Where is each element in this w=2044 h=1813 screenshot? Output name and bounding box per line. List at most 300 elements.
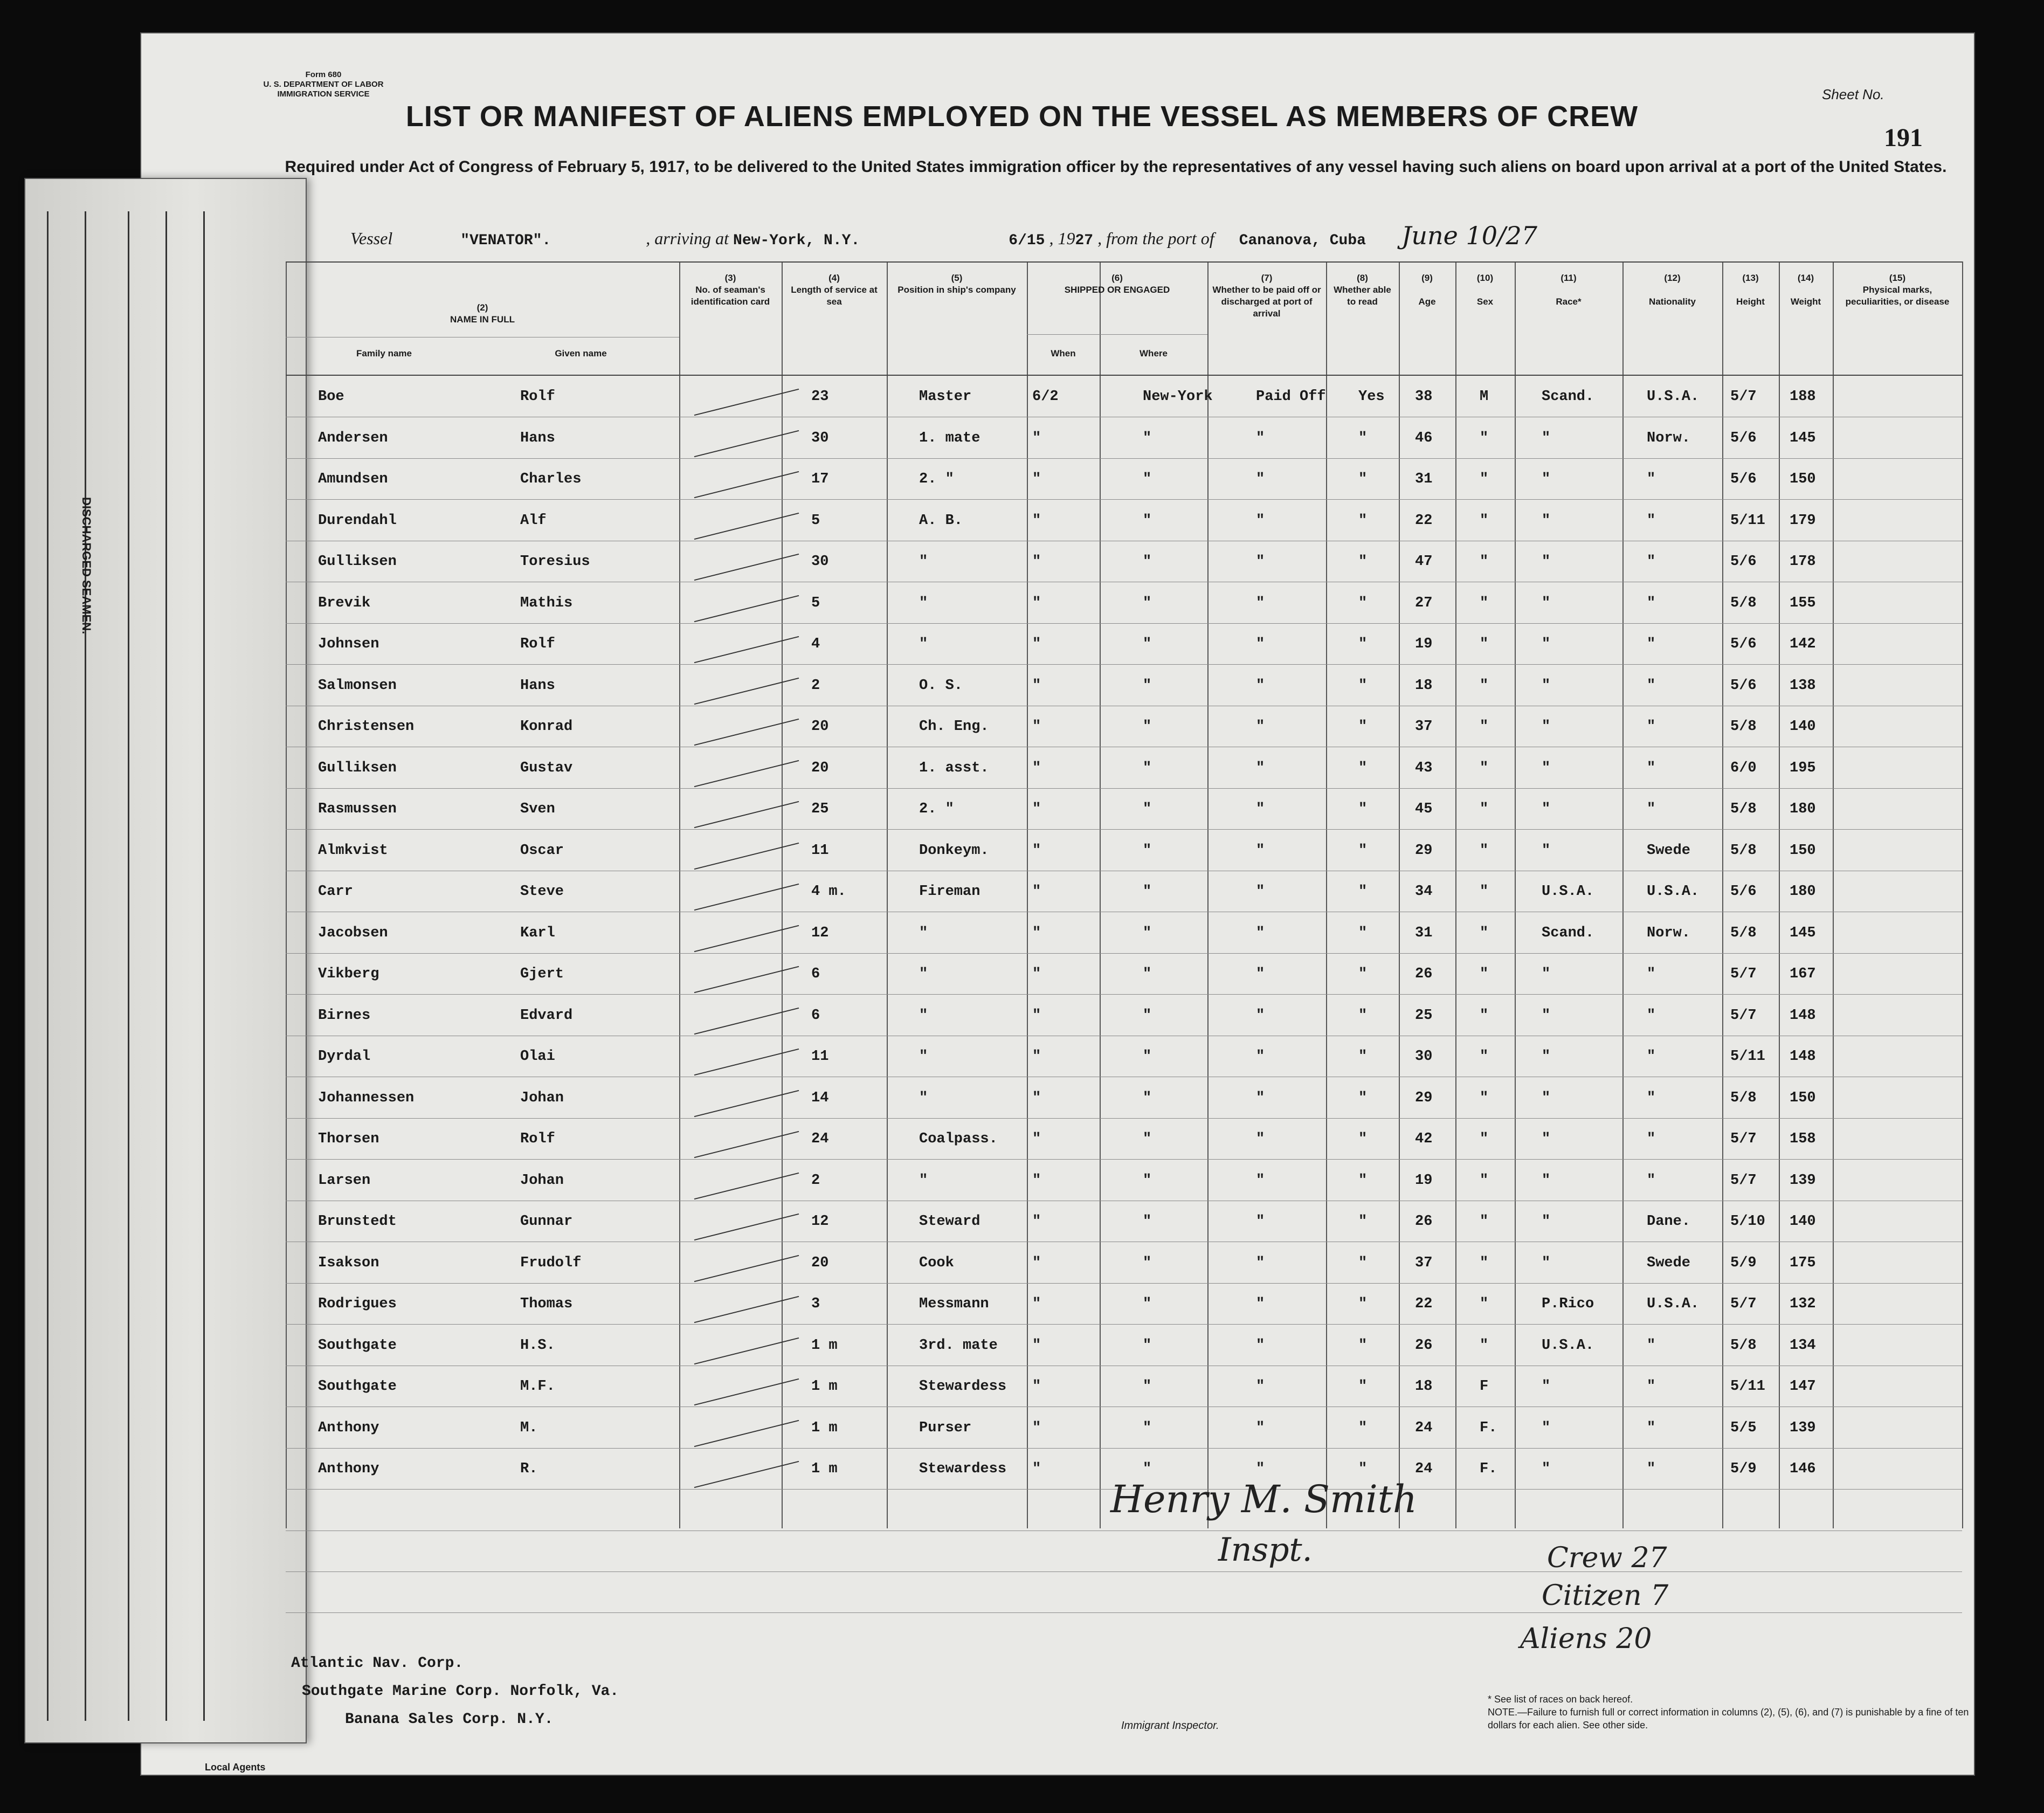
cell-nationality: U.S.A. [1647, 884, 1700, 900]
cell-weight: 158 [1790, 1131, 1816, 1147]
cell-paid-off: Paid Off [1256, 389, 1326, 405]
cell-nationality: " [1647, 554, 1656, 570]
cell-able-to-read: " [1358, 595, 1368, 611]
cell-sex: F. [1480, 1461, 1497, 1477]
cell-shipped-when: " [1032, 512, 1041, 529]
cell-weight: 140 [1790, 1214, 1816, 1230]
cell-shipped-where: " [1143, 677, 1152, 694]
races-note: * See list of races on back hereof. [1488, 1694, 1633, 1705]
cell-height: 6/0 [1730, 760, 1757, 776]
cell-height: 5/7 [1730, 966, 1757, 982]
cell-shipped-where: " [1143, 719, 1152, 735]
id-card-checkmark [694, 636, 799, 663]
cell-sex: " [1480, 1131, 1489, 1147]
tally-crew: Crew 27 [1547, 1542, 1667, 1574]
cell-age: 26 [1415, 1214, 1433, 1230]
id-card-checkmark [694, 1090, 799, 1116]
cell-nationality: " [1647, 1461, 1656, 1477]
cell-shipped-where: " [1143, 925, 1152, 941]
cell-able-to-read: " [1358, 1214, 1368, 1230]
cell-sex: " [1480, 884, 1489, 900]
cell-nationality: " [1647, 1378, 1656, 1395]
cell-height: 5/11 [1730, 1378, 1765, 1395]
cell-paid-off: " [1256, 1254, 1265, 1271]
cell-age: 29 [1415, 842, 1433, 859]
cell-nationality: Norw. [1647, 925, 1691, 941]
cell-position: Master [919, 389, 972, 405]
cell-sex: " [1480, 1337, 1489, 1354]
cell-family-name: Brevik [318, 595, 371, 611]
cell-able-to-read: " [1358, 636, 1368, 652]
cell-sex: " [1480, 554, 1489, 570]
cell-paid-off: " [1256, 925, 1265, 941]
cell-sex: " [1480, 636, 1489, 652]
cell-shipped-when: " [1032, 925, 1041, 941]
header-weight: (14) Weight [1790, 273, 1821, 307]
departure-port: Cananova, Cuba [1239, 232, 1366, 249]
cell-height: 5/6 [1730, 636, 1757, 652]
cell-paid-off: " [1256, 1172, 1265, 1189]
cell-race: " [1542, 595, 1551, 611]
cell-position: " [919, 966, 928, 982]
cell-shipped-when: " [1032, 1007, 1041, 1024]
cell-position: Fireman [919, 884, 980, 900]
cell-age: 37 [1415, 719, 1433, 735]
cell-family-name: Southgate [318, 1337, 397, 1354]
cell-nationality: " [1647, 1131, 1656, 1147]
cell-family-name: Salmonsen [318, 677, 397, 694]
cell-nationality: " [1647, 719, 1656, 735]
cell-service-length: 4 [811, 636, 820, 652]
cell-service-length: 17 [811, 471, 829, 487]
cell-weight: 148 [1790, 1007, 1816, 1024]
cell-shipped-where: " [1143, 1461, 1152, 1477]
id-card-checkmark [694, 1172, 799, 1199]
id-card-checkmark [694, 1337, 799, 1364]
cell-weight: 150 [1790, 842, 1816, 859]
header-service: (4) Length of service at sea [791, 273, 878, 307]
cell-position: Ch. Eng. [919, 719, 989, 735]
cell-age: 26 [1415, 1337, 1433, 1354]
cell-position: " [919, 554, 928, 570]
penalty-note: NOTE.—Failure to furnish full or correct information in columns (2), (5), (6), and (7) is punishable by a fine of ten dollars for each alien. See other side. [1488, 1707, 1969, 1731]
cell-paid-off: " [1256, 1378, 1265, 1395]
cell-age: 30 [1415, 1049, 1433, 1065]
cell-height: 5/11 [1730, 1049, 1765, 1065]
cell-position: Stewardess [919, 1461, 1007, 1477]
cell-sex: " [1480, 1049, 1489, 1065]
cell-service-length: 4 m. [811, 884, 846, 900]
cell-nationality: Norw. [1647, 430, 1691, 446]
cell-given-name: Edvard [520, 1007, 573, 1024]
immigrant-inspector-label: Immigrant Inspector. [1121, 1720, 1219, 1732]
cell-given-name: M.F. [520, 1378, 555, 1395]
cell-shipped-when: " [1032, 1131, 1041, 1147]
cell-height: 5/7 [1730, 1131, 1757, 1147]
cell-position: Donkeym. [919, 842, 989, 859]
cell-position: 1. mate [919, 430, 980, 446]
cell-shipped-where: " [1143, 1419, 1152, 1436]
cell-position: A. B. [919, 512, 963, 529]
cell-age: 45 [1415, 801, 1433, 817]
cell-paid-off: " [1256, 1419, 1265, 1436]
from-port-label: , from the port of [1097, 229, 1214, 248]
cell-able-to-read: " [1358, 760, 1368, 776]
cell-race: " [1542, 1254, 1551, 1271]
cell-height: 5/6 [1730, 677, 1757, 694]
cell-shipped-when: " [1032, 1214, 1041, 1230]
page-subtitle: Required under Act of Congress of February 5, 1917, to be delivered to the United States immigration officer by the representatives of any vessel having such aliens on board upon arrival at a port of the United States. [285, 158, 1947, 176]
cell-service-length: 23 [811, 389, 829, 405]
cell-given-name: Hans [520, 430, 555, 446]
id-card-checkmark [694, 1419, 799, 1446]
cell-height: 5/8 [1730, 801, 1757, 817]
header-nationality: (12) Nationality [1649, 273, 1696, 307]
cell-weight: 180 [1790, 884, 1816, 900]
cell-age: 27 [1415, 595, 1433, 611]
cell-able-to-read: " [1358, 842, 1368, 859]
cell-service-length: 1 m [811, 1378, 838, 1395]
cell-service-length: 11 [811, 842, 829, 859]
cell-family-name: Amundsen [318, 471, 388, 487]
cell-able-to-read: " [1358, 512, 1368, 529]
cell-paid-off: " [1256, 471, 1265, 487]
cell-weight: 195 [1790, 760, 1816, 776]
cell-age: 42 [1415, 1131, 1433, 1147]
cell-age: 19 [1415, 636, 1433, 652]
header-name-in-full: (2) NAME IN FULL [450, 302, 515, 325]
cell-paid-off: " [1256, 884, 1265, 900]
cell-shipped-where: " [1143, 512, 1152, 529]
cell-paid-off: " [1256, 636, 1265, 652]
cell-position: " [919, 1172, 928, 1189]
cell-paid-off: " [1256, 1049, 1265, 1065]
cell-sex: " [1480, 760, 1489, 776]
cell-age: 38 [1415, 389, 1433, 405]
cell-height: 5/10 [1730, 1214, 1765, 1230]
cell-paid-off: " [1256, 966, 1265, 982]
agent-line: Atlantic Nav. Corp. [291, 1655, 464, 1672]
cell-service-length: 12 [811, 1214, 829, 1230]
cell-position: " [919, 1007, 928, 1024]
sheet-number-label: Sheet No. [1822, 86, 1884, 102]
cell-family-name: Gulliksen [318, 760, 397, 776]
cell-nationality: U.S.A. [1647, 389, 1700, 405]
cell-able-to-read: Yes [1358, 389, 1385, 405]
cell-shipped-when: " [1032, 677, 1041, 694]
cell-given-name: Karl [520, 925, 555, 941]
cell-sex: F [1480, 1378, 1489, 1395]
cell-able-to-read: " [1358, 1296, 1368, 1312]
cell-weight: 178 [1790, 554, 1816, 570]
cell-service-length: 1 m [811, 1337, 838, 1354]
cell-nationality: " [1647, 760, 1656, 776]
cell-sex: F. [1480, 1419, 1497, 1436]
cell-paid-off: " [1256, 1461, 1265, 1477]
cell-height: 5/8 [1730, 925, 1757, 941]
cell-age: 24 [1415, 1419, 1433, 1436]
cell-able-to-read: " [1358, 1131, 1368, 1147]
vessel-name: "VENATOR". [460, 232, 551, 249]
tally-aliens: Aliens 20 [1520, 1623, 1652, 1655]
cell-family-name: Johnsen [318, 636, 379, 652]
cell-able-to-read: " [1358, 925, 1368, 941]
cell-shipped-when: " [1032, 1049, 1041, 1065]
cell-position: O. S. [919, 677, 963, 694]
cell-shipped-where: " [1143, 884, 1152, 900]
cell-shipped-where: " [1143, 595, 1152, 611]
inspector-signature: Henry M. Smith [1110, 1477, 1417, 1521]
cell-age: 37 [1415, 1254, 1433, 1271]
vessel-label: Vessel [350, 229, 393, 248]
cell-age: 26 [1415, 966, 1433, 982]
cell-weight: 142 [1790, 636, 1816, 652]
cell-race: " [1542, 1419, 1551, 1436]
cell-position: Messmann [919, 1296, 989, 1312]
cell-shipped-where: New-York [1143, 389, 1213, 405]
cell-service-length: 14 [811, 1090, 829, 1106]
cell-shipped-when: " [1032, 966, 1041, 982]
cell-nationality: " [1647, 801, 1656, 817]
id-card-checkmark [694, 1214, 799, 1240]
cell-weight: 150 [1790, 471, 1816, 487]
cell-position: 2. " [919, 471, 954, 487]
cell-shipped-where: " [1143, 1049, 1152, 1065]
form-number: Form 680 [305, 70, 342, 79]
id-card-checkmark [694, 925, 799, 952]
cell-race: " [1542, 760, 1551, 776]
cell-weight: 179 [1790, 512, 1816, 529]
cell-race: Scand. [1542, 389, 1594, 405]
cell-age: 25 [1415, 1007, 1433, 1024]
cell-family-name: Rodrigues [318, 1296, 397, 1312]
id-card-checkmark [694, 1131, 799, 1158]
cell-race: " [1542, 1049, 1551, 1065]
cell-given-name: Thomas [520, 1296, 573, 1312]
cell-age: 46 [1415, 430, 1433, 446]
cell-sex: " [1480, 1214, 1489, 1230]
cell-service-length: 25 [811, 801, 829, 817]
cell-weight: 155 [1790, 595, 1816, 611]
cell-family-name: Thorsen [318, 1131, 379, 1147]
cell-sex: " [1480, 1090, 1489, 1106]
agent-line: Banana Sales Corp. N.Y. [345, 1711, 554, 1728]
cell-nationality: " [1647, 1049, 1656, 1065]
cell-able-to-read: " [1358, 801, 1368, 817]
cell-weight: 139 [1790, 1172, 1816, 1189]
cell-given-name: Frudolf [520, 1254, 582, 1271]
inspector-title: Inspt. [1218, 1531, 1313, 1569]
cell-race: " [1542, 471, 1551, 487]
cell-shipped-where: " [1143, 966, 1152, 982]
cell-weight: 150 [1790, 1090, 1816, 1106]
cell-shipped-when: " [1032, 554, 1041, 570]
cell-race: U.S.A. [1542, 884, 1594, 900]
cell-race: " [1542, 430, 1551, 446]
cell-service-length: 5 [811, 512, 820, 529]
agent-line: Southgate Marine Corp. Norfolk, Va. [302, 1683, 619, 1700]
cell-given-name: Mathis [520, 595, 573, 611]
cell-family-name: Johannessen [318, 1090, 415, 1106]
cell-race: " [1542, 636, 1551, 652]
id-card-checkmark [694, 389, 799, 416]
cell-shipped-where: " [1143, 1007, 1152, 1024]
id-card-checkmark [694, 1254, 799, 1281]
cell-shipped-when: " [1032, 884, 1041, 900]
cell-able-to-read: " [1358, 554, 1368, 570]
arrival-date: 6/15 [1009, 232, 1045, 249]
cell-shipped-when: " [1032, 801, 1041, 817]
cell-sex: " [1480, 595, 1489, 611]
header-shipped: (6) SHIPPED OR ENGAGED [1064, 273, 1170, 295]
cell-service-length: 6 [811, 1007, 820, 1024]
cell-able-to-read: " [1358, 1090, 1368, 1106]
cell-race: " [1542, 1007, 1551, 1024]
cell-service-length: 30 [811, 554, 829, 570]
cell-family-name: Gulliksen [318, 554, 397, 570]
cell-paid-off: " [1256, 512, 1265, 529]
cell-family-name: Rasmussen [318, 801, 397, 817]
cell-race: " [1542, 966, 1551, 982]
cell-height: 5/11 [1730, 512, 1765, 529]
cell-given-name: Johan [520, 1172, 564, 1189]
cell-position: Stewardess [919, 1378, 1007, 1395]
cell-position: Steward [919, 1214, 980, 1230]
cell-given-name: Oscar [520, 842, 564, 859]
cell-race: " [1542, 554, 1551, 570]
cell-given-name: Alf [520, 512, 547, 529]
cell-family-name: Southgate [318, 1378, 397, 1395]
cell-shipped-where: " [1143, 1254, 1152, 1271]
cell-sex: " [1480, 719, 1489, 735]
cell-nationality: " [1647, 1172, 1656, 1189]
cell-service-length: 2 [811, 1172, 820, 1189]
vessel-line [350, 221, 1967, 250]
cell-paid-off: " [1256, 1296, 1265, 1312]
cell-paid-off: " [1256, 677, 1265, 694]
agents-block [291, 1650, 619, 1734]
flap-label: DISCHARGED SEAMEN. [80, 497, 93, 635]
form-number-block [243, 70, 404, 99]
cell-family-name: Vikberg [318, 966, 379, 982]
header-physical-marks: (15) Physical marks, peculiarities, or disease [1845, 273, 1950, 307]
cell-weight: 132 [1790, 1296, 1816, 1312]
cell-given-name: Rolf [520, 389, 555, 405]
cell-nationality: " [1647, 1090, 1656, 1106]
cell-shipped-when: " [1032, 1378, 1041, 1395]
cell-given-name: Johan [520, 1090, 564, 1106]
cell-age: 18 [1415, 1378, 1433, 1395]
cell-age: 31 [1415, 471, 1433, 487]
id-card-checkmark [694, 595, 799, 622]
cell-position: Cook [919, 1254, 954, 1271]
cell-race: P.Rico [1542, 1296, 1594, 1312]
cell-family-name: Durendahl [318, 512, 397, 529]
cell-position: 3rd. mate [919, 1337, 998, 1354]
cell-given-name: Olai [520, 1049, 555, 1065]
department: U. S. DEPARTMENT OF LABOR [263, 80, 384, 89]
cell-shipped-when: " [1032, 1296, 1041, 1312]
cell-race: " [1542, 1090, 1551, 1106]
cell-service-length: 2 [811, 677, 820, 694]
cell-sex: " [1480, 430, 1489, 446]
header-height: (13) Height [1736, 273, 1765, 307]
cell-given-name: Konrad [520, 719, 573, 735]
cell-shipped-where: " [1143, 801, 1152, 817]
cell-nationality: Swede [1647, 842, 1691, 859]
cell-service-length: 20 [811, 1254, 829, 1271]
cell-position: 2. " [919, 801, 954, 817]
year-prefix: , 19 [1049, 229, 1075, 248]
cell-able-to-read: " [1358, 884, 1368, 900]
header-id-card: (3) No. of seaman's identification card [690, 273, 770, 307]
cell-race: " [1542, 719, 1551, 735]
cell-nationality: Swede [1647, 1254, 1691, 1271]
cell-given-name: Charles [520, 471, 582, 487]
cell-height: 5/9 [1730, 1461, 1757, 1477]
cell-shipped-where: " [1143, 1172, 1152, 1189]
cell-able-to-read: " [1358, 1007, 1368, 1024]
cell-age: 24 [1415, 1461, 1433, 1477]
cell-height: 5/8 [1730, 719, 1757, 735]
cell-nationality: " [1647, 677, 1656, 694]
header-race: (11) Race* [1556, 273, 1582, 307]
arrival-year: 27 [1075, 232, 1094, 249]
cell-weight: 140 [1790, 719, 1816, 735]
cell-given-name: Rolf [520, 636, 555, 652]
id-card-checkmark [694, 966, 799, 993]
cell-height: 5/9 [1730, 1254, 1757, 1271]
header-position: (5) Position in ship's company [897, 273, 1016, 295]
cell-paid-off: " [1256, 1214, 1265, 1230]
cell-weight: 167 [1790, 966, 1816, 982]
cell-sex: M [1480, 389, 1489, 405]
cell-able-to-read: " [1358, 1419, 1368, 1436]
cell-height: 5/6 [1730, 554, 1757, 570]
cell-given-name: Hans [520, 677, 555, 694]
cell-weight: 180 [1790, 801, 1816, 817]
cell-family-name: Jacobsen [318, 925, 388, 941]
cell-nationality: " [1647, 512, 1656, 529]
cell-race: " [1542, 842, 1551, 859]
cell-shipped-where: " [1143, 430, 1152, 446]
cell-given-name: R. [520, 1461, 538, 1477]
handwritten-date: June 10/27 [1401, 221, 1538, 250]
cell-shipped-when: " [1032, 1172, 1041, 1189]
cell-able-to-read: " [1358, 719, 1368, 735]
cell-shipped-where: " [1143, 1337, 1152, 1354]
cell-race: U.S.A. [1542, 1337, 1594, 1354]
cell-shipped-when: 6/2 [1032, 389, 1059, 405]
cell-sex: " [1480, 1172, 1489, 1189]
cell-family-name: Anthony [318, 1419, 379, 1436]
cell-shipped-where: " [1143, 471, 1152, 487]
cell-paid-off: " [1256, 554, 1265, 570]
cell-weight: 145 [1790, 925, 1816, 941]
cell-service-length: 20 [811, 719, 829, 735]
id-card-checkmark [694, 471, 799, 498]
cell-position: " [919, 1049, 928, 1065]
cell-able-to-read: " [1358, 1337, 1368, 1354]
cell-height: 5/8 [1730, 842, 1757, 859]
cell-able-to-read: " [1358, 1378, 1368, 1395]
id-card-checkmark [694, 842, 799, 869]
id-card-checkmark [694, 554, 799, 581]
cell-service-length: 1 m [811, 1461, 838, 1477]
cell-nationality: Dane. [1647, 1214, 1691, 1230]
header-when: When [1051, 348, 1076, 359]
cell-shipped-when: " [1032, 471, 1041, 487]
